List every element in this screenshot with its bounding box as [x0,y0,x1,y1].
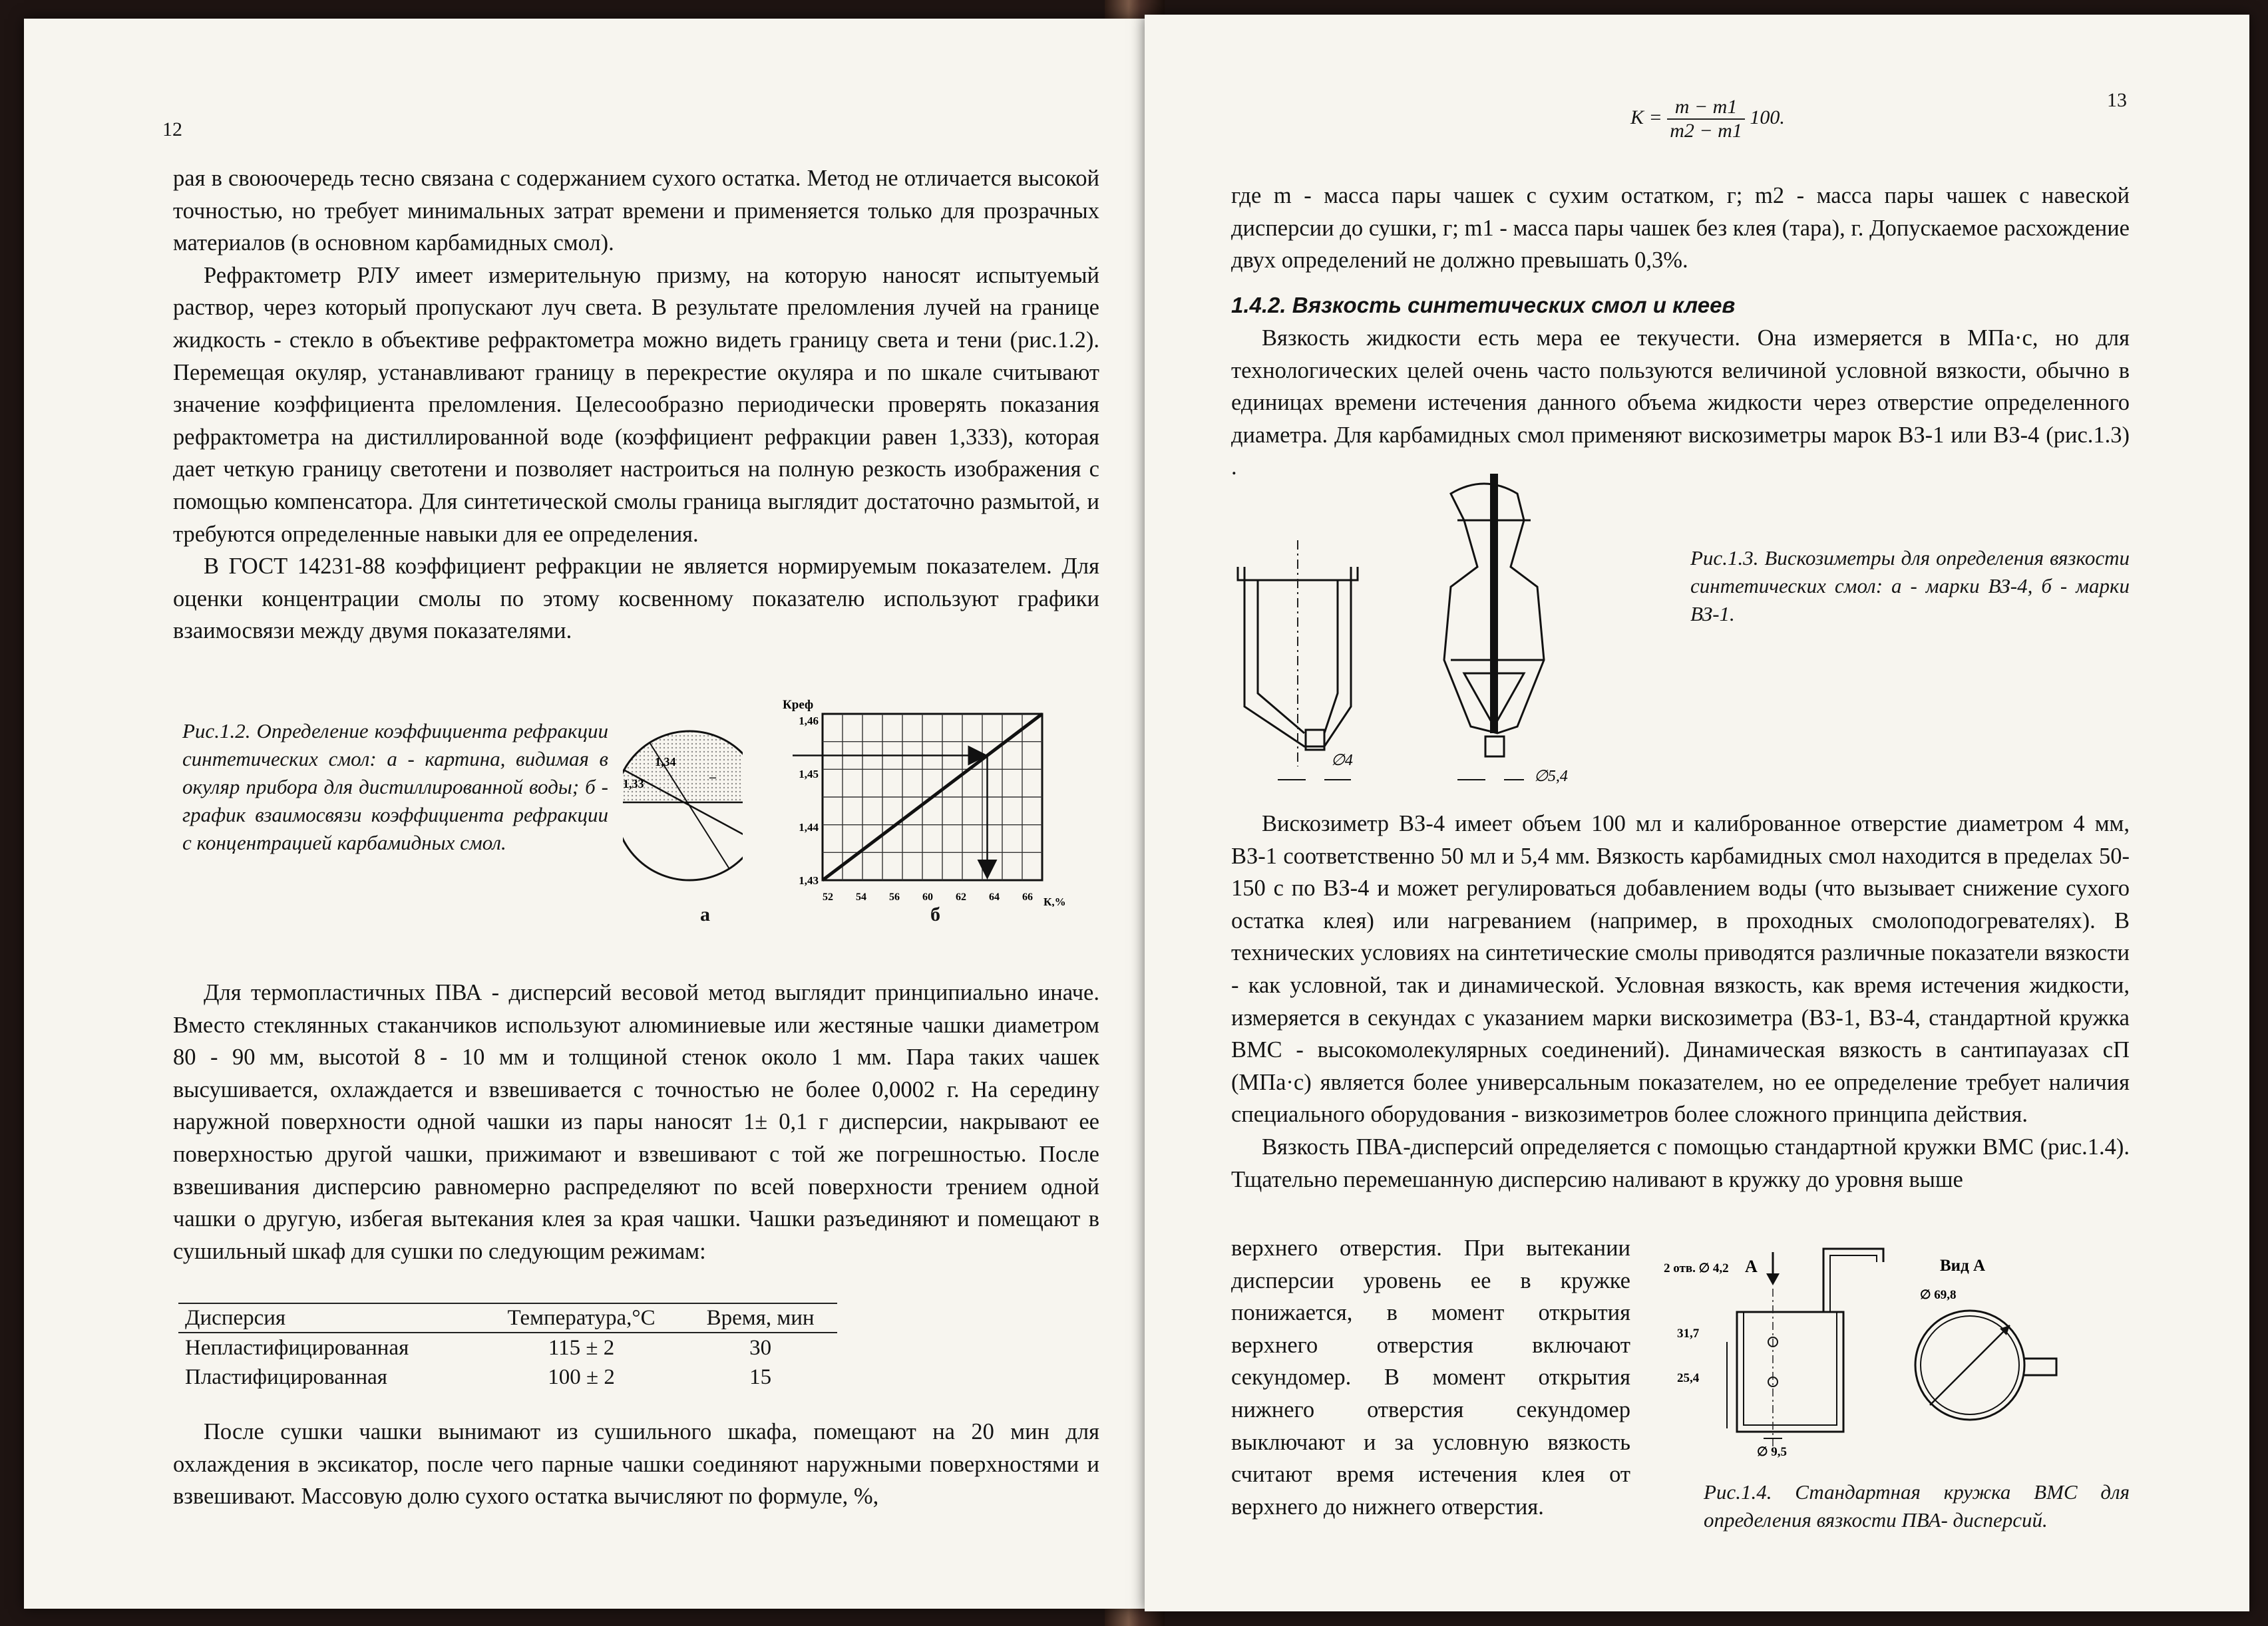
dim-bottom: ∅ 9,5 [1757,1445,1788,1459]
paragraph: После сушки чашки вынимают из сушильного шкафа, помещают на 20 мин для охлаждения в эксикатор, после чего парные чашки соединяют наружными поверхностями и взвешивают. Массовую долю сухого остатка вычисляют по формуле, %, [173,1419,1099,1510]
formula-explanation [1231,180,2130,277]
section-heading: 1.4.2. Вязкость синтетических смол и клеев [1231,293,1736,317]
table-cell: 30 [749,1335,772,1360]
paragraph: Для термопластичных ПВА - дисперсий весовой метод выглядит принципиально иначе. Вместо стеклянных стаканчиков используют алюминиевые или жестяные чашки диаметром 80 - 90 мм, высотой 8 - 10 мм и толщиной стенок около 1 мм. Пара таких чашек высушивается, охлаждается и взвешивается с точностью не более 0,0002 г. На середину наружной поверхности одной чашки из пары наносят 1± 0,1 г дисперсии, накрывают ее поверхностью другой чашки, прижимают и взвешивают с той же погрешностью. После взвешивания дисперсию равномерно распределяют по всей поверхности трением одной чашки о другую, избегая вытекания клея за края чашки. Чашки разъединяют и помещают в сушильный шкаф для сушки по следующим режимам: [173,980,1099,1264]
x-tick-label: 66 [1022,892,1033,903]
table-header: Температура,°С [479,1303,683,1333]
x-tick-label: 54 [856,892,866,903]
paragraph: Вязкость жидкости есть мера ее текучести. Она измеряется в МПа·с, но для технологических целей очень часто пользуются величиной условной вязкости, обычно в единицах времени истечения данного объема жидкости через отверстие определенного диаметра. Для карбамидных смол применяют вискозиметры марок ВЗ-1 или ВЗ-4 (рис.1.3) . [1231,325,2130,480]
formula-numerator: m − m1 [1667,96,1745,120]
y-tick-label: 1,44 [799,821,819,834]
mark-top: 1,34 [655,755,676,768]
x-tick-label: 64 [989,892,1000,903]
table-cell: 115 ± 2 [548,1335,615,1360]
right-page [1145,15,2249,1611]
formula-denominator: m2 − m1 [1670,120,1742,142]
figure-1-2b-chart [756,694,1075,907]
figure-1-3-viscometers [1231,474,1617,793]
figure-1-4-vms-cup [1664,1232,2143,1485]
x-tick-label: 52 [823,892,833,903]
x-axis-label: К,% [1043,895,1066,907]
paragraph: Вискозиметр ВЗ-4 имеет объем 100 мл и калиброванное отверстие диаметром 4 мм, ВЗ-1 соответственно 50 мл и 5,4 мм. Вязкость карбамидных смол находится в пределах 50-150 с по ВЗ-4 и может регулироваться добавлением воды (что вызывает снижение сухого остатка клея) или нагреванием (например, в проходных смолоподогревателях). В технических условиях на синтетические смолы приводятся различные показатели вязкости - как условной, так и динамической. Условная вязкость, как время истечения жидкости, измеряется в секундах с указанием марки вискозиметра (ВЗ-1, ВЗ-4, стандартной кружка ВМС - высокомолекулярных соединений). Динамическая вязкость в сантипауазах сП (МПа·с) является более универсальным показателем, но ее определение требует наличия специального оборудования - визкозиметров более сложного принципа действия. [1231,811,2130,1128]
cup-procedure-text [1231,1232,1630,1523]
table-cell: Непластифицированная [185,1335,409,1360]
dim-a: ∅4 [1331,752,1353,769]
viscosity-intro [1231,322,2130,484]
figure-1-4-caption: Рис.1.4. Стандартная кружка ВМС для определения вязкости ПВА- дисперсий. [1704,1480,2130,1532]
page-number: 12 [162,118,182,140]
y-axis-label: Креф [783,698,814,712]
table-header-row [178,1303,837,1333]
table-header: Дисперсия [178,1303,479,1333]
y-tick-label: 1,46 [799,715,819,727]
arrow-label: А [1745,1257,1758,1276]
svg-text:–: – [709,770,716,784]
y-tick-label: 1,43 [799,874,819,887]
figure-1-2-caption: Рис.1.2. Определение коэффициента рефракции синтетических смол: а - картина, видимая в окуляр прибора для дистиллированной воды; б - график взаимосвязи коэффициента рефракции с концентрацией карбамидных смол. [182,719,608,854]
paragraph: В ГОСТ 14231-88 коэффициент рефракции не является нормируемым показателем. Для оценки концентрации смолы по этому косвенному показателю используют графики взаимосвязи между двумя показателями. [173,554,1099,644]
paragraph: Вязкость ПВА-дисперсий определяется с помощью стандартной кружки ВМС (рис.1.4). Тщательно перемешанную дисперсию наливают в кружку до уровня выше [1231,1134,2130,1192]
paragraph: рая в своюочередь тесно связана с содержанием сухого остатка. Метод не отличается высокой точностью, но требует минимальных затрат времени и применяется только для прозрачных материалов (в основном карбамидных смол). [173,166,1099,256]
dim-h2: 25,4 [1677,1371,1700,1385]
paragraph: Рефрактометр РЛУ имеет измерительную призму, на которую наносят испытуемый раствор, через который пропускают луч света. В результате преломления лучей на границе жидкость - стекло в объективе рефрактометра можно видеть границу света и тени (рис.1.2). Перемещая окуляр, устанавливают границу в перекрестие окуляра и по шкале считывают значение коэффициента преломления. Целесообразно периодически проверять показания рефрактометра на дистиллированной воде (коэффициент рефракции равен 1,333), которая дает четкую границу светотени и позволяет настроиться на полную резкость изображения с помощью компенсатора. Для синтетической смолы граница выглядит достаточно размытой, и требуются определенные навыки для ее определения. [173,262,1099,547]
x-tick-label: 60 [922,892,933,903]
paragraph: верхнего отверстия. При вытекании дисперсии уровень ее в кружке понижается, в момент открытия верхнего отверстия включают секундомер. В момент открытия нижнего отверстия секундомер выключают и за условную вязкость считают время истечения клея от верхнего до нижнего отверстия. [1231,1235,1630,1520]
dim-h1: 31,7 [1677,1327,1700,1341]
page-number: 13 [2107,89,2127,111]
viscometer-vz1 [1444,474,1568,785]
x-tick-label: 56 [889,892,900,903]
table-cell: 15 [749,1365,772,1389]
table-row [178,1363,837,1392]
holes-label: 2 отв. ∅ 4,2 [1664,1261,1729,1275]
table-header: Время, мин [683,1303,837,1333]
formula-lhs: K = [1630,106,1662,128]
left-page [24,19,1149,1609]
figure-1-2a-eyepiece [623,703,743,895]
table-cell: Пластифицированная [185,1365,387,1389]
figure-a-label: а [700,903,710,925]
dim-outer: ∅ 69,8 [1920,1288,1957,1302]
paragraph: где m - масса пары чашек с сухим остатком, г; m2 - масса пары чашек с навеской дисперсии до сушки, г; m1 - масса пары чашек без клея (тара), г. Допускаемое расхождение двух определений не должно превышать 0,3%. [1231,183,2130,273]
table-cell: 100 ± 2 [548,1365,615,1389]
x-tick-label: 62 [956,892,966,903]
figure-1-3-caption: Рис.1.3. Вискозиметры для определения вязкости синтетических смол: а - марки ВЗ-4, б - марки ВЗ-1. [1690,546,2130,625]
table-row [178,1333,837,1363]
left-text-block-2 [173,977,1099,1267]
left-text-block-3 [173,1416,1099,1513]
figure-b-label: б [930,903,940,925]
drying-table [178,1303,837,1392]
view-label: Вид А [1940,1257,1986,1275]
formula-factor: 100. [1750,106,1785,128]
left-text-block-1 [173,162,1099,647]
mark-bottom: 1,33 [623,777,644,790]
formula-k [1630,96,1785,142]
dim-b: ∅5,4 [1534,768,1568,785]
y-tick-label: 1,45 [799,768,819,780]
viscometer-vz4 [1238,540,1358,780]
viscometer-description [1231,808,2130,1196]
